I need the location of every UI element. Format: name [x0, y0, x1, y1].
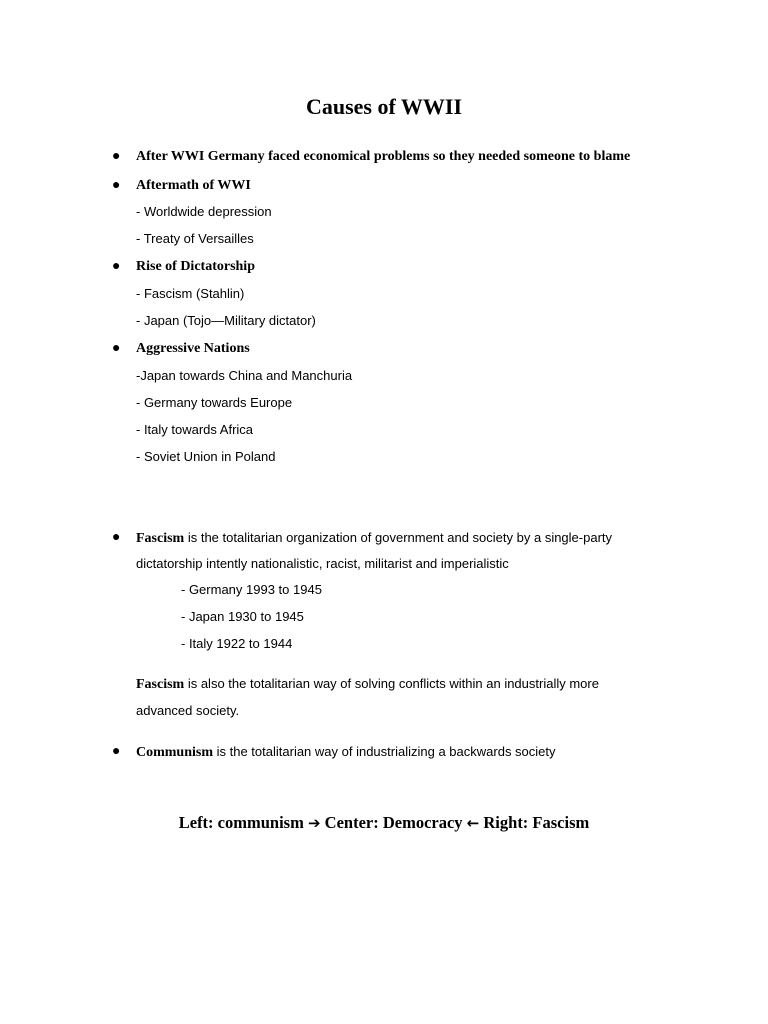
list-item: - Germany towards Europe	[136, 395, 293, 410]
list-item: - Japan 1930 to 1945	[181, 609, 304, 624]
bullet-heading: Aggressive Nations	[136, 341, 250, 356]
political-spectrum	[0, 813, 768, 833]
list-item: - Germany 1993 to 1945	[181, 582, 322, 597]
list-item: - Italy 1922 to 1944	[181, 636, 293, 651]
bullet-heading: Aftermath of WWI	[136, 178, 251, 193]
term-fascism: Fascism	[136, 531, 185, 546]
bullet-icon: ●	[112, 178, 121, 193]
term-fascism: Fascism	[136, 677, 185, 692]
fascism-definition-line1	[136, 529, 612, 548]
bullet-heading: Rise of Dictatorship	[136, 259, 255, 274]
definition-text: is the totalitarian way of industrializing a backwards society	[213, 744, 556, 759]
list-item: - Fascism (Stahlin)	[136, 286, 245, 301]
list-item: -Japan towards China and Manchuria	[136, 368, 353, 383]
bullet-icon: ●	[112, 259, 121, 274]
list-item: - Italy towards Africa	[136, 422, 254, 437]
fascism-paragraph-line2: advanced society.	[136, 703, 240, 718]
list-item: - Japan (Tojo—Military dictator)	[136, 313, 316, 328]
spectrum-right: Right: Fascism	[483, 813, 590, 832]
fascism-paragraph-line1	[136, 675, 599, 694]
bullet-icon: ●	[112, 744, 121, 759]
bullet-text: After WWI Germany faced economical problems so they needed someone to blame	[136, 149, 631, 164]
list-item: - Soviet Union in Poland	[136, 449, 276, 464]
arrow-left-icon: ←	[466, 814, 480, 832]
definition-text: is the totalitarian organization of government and society by a single-party	[184, 530, 613, 545]
list-item: - Worldwide depression	[136, 204, 272, 219]
bullet-icon: ●	[112, 341, 121, 356]
page-title: Causes of WWII	[305, 94, 463, 119]
spectrum-left: Left: communism	[178, 813, 304, 832]
term-communism: Communism	[136, 745, 214, 760]
fascism-definition-line2: dictatorship intently nationalistic, racist, militarist and imperialistic	[136, 556, 509, 571]
paragraph-text: is also the totalitarian way of solving conflicts within an industrially more	[184, 676, 599, 691]
bullet-icon: ●	[112, 149, 121, 164]
bullet-icon: ●	[112, 530, 121, 545]
list-item: - Treaty of Versailles	[136, 231, 254, 246]
spectrum-center: Center: Democracy	[324, 813, 463, 832]
communism-definition	[136, 743, 556, 762]
arrow-right-icon: ➔	[307, 814, 321, 832]
